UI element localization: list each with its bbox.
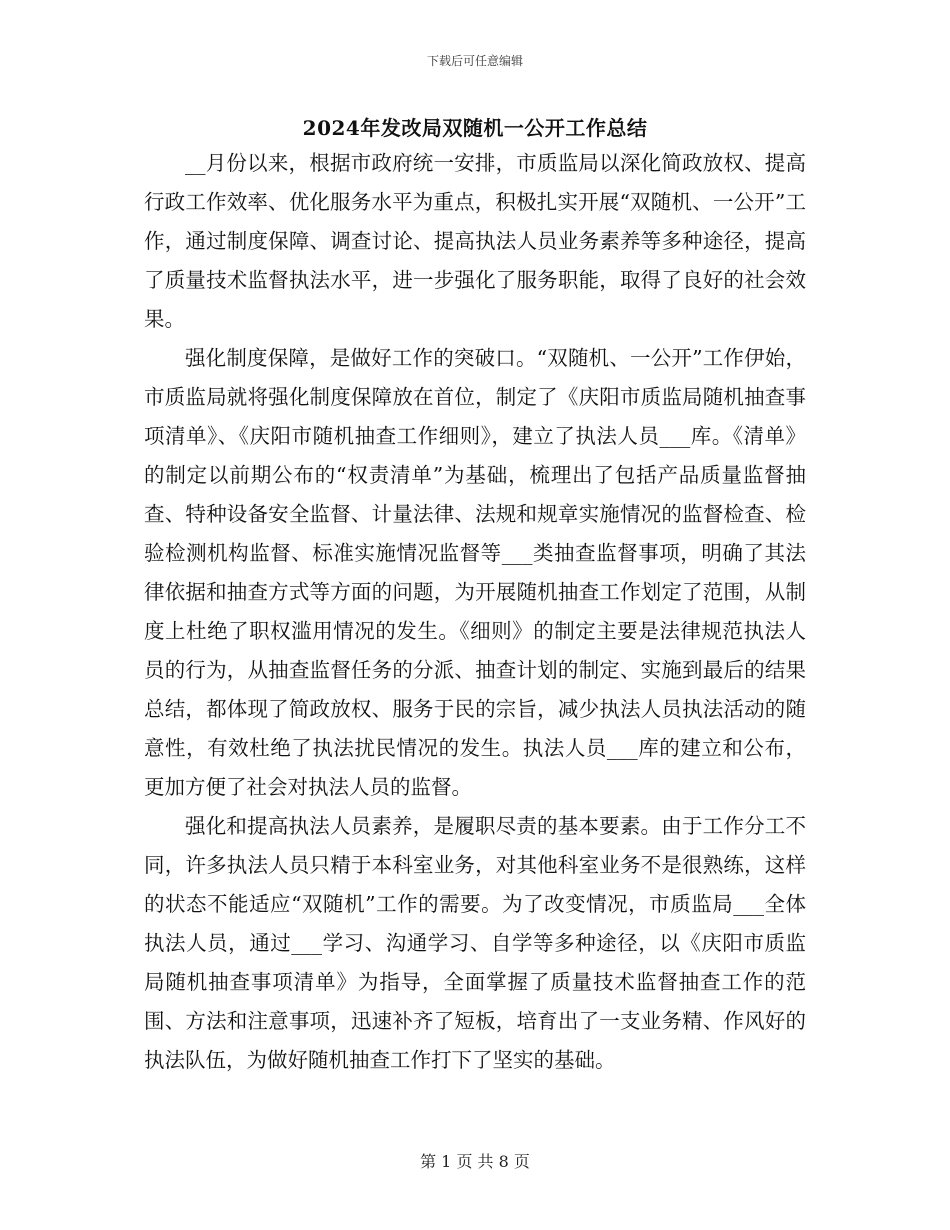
document-title: 2024年发改局双随机一公开工作总结	[302, 116, 648, 140]
document-body	[144, 144, 806, 1080]
paragraph-system-guarantee: 强化制度保障，是做好工作的突破口。“双随机、一公开”工作伊始，市质监局就将强化制度保障放在首位，制定了《庆阳市质监局随机抽查事项清单》、《庆阳市随机抽查工作细则》，建立了执法人员___库。《清单》的制定以前期公布的“权责清单”为基础，梳理出了包括产品质量监督抽查、特种设备安全监督、计量法律、法规和规章实施情况的监督检查、检验检测机构监督、标准实施情况监督等___类抽查监督事项，明确了其法律依据和抽查方式等方面的问题，为开展随机抽查工作划定了范围，从制度上杜绝了职权滥用情况的发生。《细则》的制定主要是法律规范执法人员的行为，从抽查监督任务的分派、抽查计划的制定、实施到最后的结果总结，都体现了简政放权、服务于民的宗旨，减少执法人员执法活动的随意性，有效杜绝了执法扰民情况的发生。执法人员___库的建立和公布，更加方便了社会对执法人员的监督。	[144, 346, 806, 799]
paragraph-staff-quality: 强化和提高执法人员素养，是履职尽责的基本要素。由于工作分工不同，许多执法人员只精于本科室业务，对其他科室业务不是很熟练，这样的状态不能适应“双随机”工作的需要。为了改变情况，市质监局___全体执法人员，通过___学习、沟通学习、自学等多种途径，以《庆阳市质监局随机抽查事项清单》为指导，全面掌握了质量技术监督抽查工作的范围、方法和注意事项，迅速补齐了短板，培育出了一支业务精、作风好的执法队伍，为做好随机抽查工作打下了坚实的基础。	[144, 814, 806, 1072]
paragraph-intro: __月份以来，根据市政府统一安排，市质监局以深化简政放权、提高行政工作效率、优化服务水平为重点，积极扎实开展“双随机、一公开”工作，通过制度保障、调查讨论、提高执法人员业务素养等多种途径，提高了质量技术监督执法水平，进一步强化了服务职能，取得了良好的社会效果。	[144, 151, 806, 331]
page-number: 第 1 页 共 8 页	[420, 1152, 530, 1171]
download-edit-note: 下载后可任意编辑	[426, 54, 523, 68]
